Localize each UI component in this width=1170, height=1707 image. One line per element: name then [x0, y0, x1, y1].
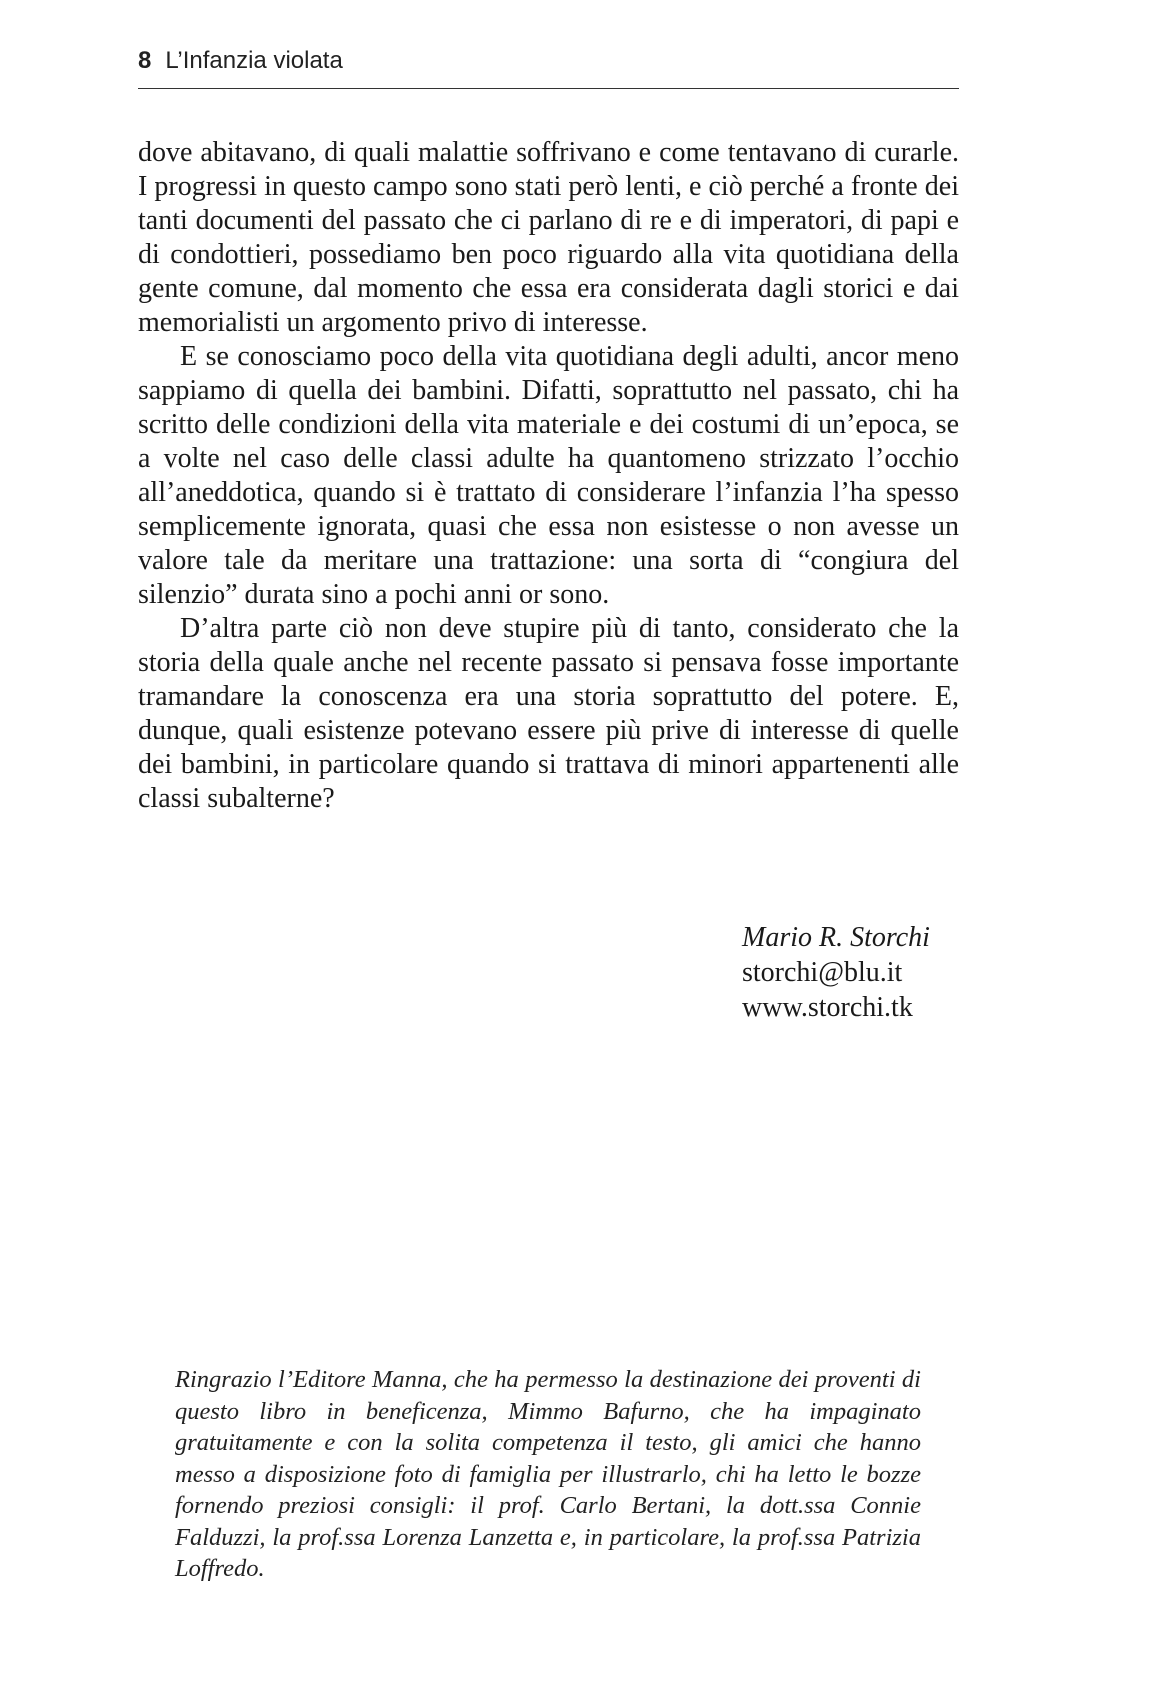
author-signature [742, 920, 930, 1025]
running-header [138, 44, 959, 89]
author-website: www.storchi.tk [742, 992, 913, 1023]
paragraph-1: dove abitavano, di quali malattie soffrivano e come tentavano di curarle. I progressi in questo campo sono stati però lenti, e ciò perché a fronte dei tanti documenti del passato che ci parlano di re e di imperatori, di papi e di condottieri, possediamo ben poco riguardo alla vita quotidiana della gente comune, dal momento che essa era considerata dagli storici e dai memorialisti un argomento privo di interesse. [138, 137, 959, 338]
acknowledgement-note [175, 1364, 921, 1585]
acknowledgement-text: Ringrazio l’Editore Manna, che ha permesso la destinazione dei proventi di questo libro in beneficenza, Mimmo Bafurno, che ha impaginato gratuitamente e con la solita competenza il testo, gli amici che hanno messo a disposizione foto di famiglia per illustrarlo, chi ha letto le bozze fornendo preziosi consigli: il prof. Carlo Bertani, la dott.ssa Connie Falduzzi, la prof.ssa Lorenza Lanzetta e, in particolare, la prof.ssa Patrizia Loffredo. [175, 1366, 921, 1582]
main-text [138, 136, 959, 816]
page-number: 8 [138, 47, 152, 74]
running-title: L’Infanzia violata [165, 47, 343, 74]
paragraph-3: D’altra parte ciò non deve stupire più di tanto, considerato che la storia della quale anche nel recente passato si pensava fosse importante tramandare la conoscenza era una storia soprattutto del potere. E, dunque, quali esistenze potevano essere più prive di interesse di quelle dei bambini, in particolare quando si trattava di minori appartenenti alle classi subalterne? [138, 613, 959, 814]
paragraph-2: E se conosciamo poco della vita quotidiana degli adulti, ancor meno sappiamo di quella dei bambini. Difatti, soprattutto nel passato, chi ha scritto delle condizioni della vita materiale e dei costumi di un’epoca, se a volte nel caso delle classi adulte ha quantomeno strizzato l’occhio all’aneddotica, quando si è trattato di considerare l’infanzia l’ha spesso semplicemente ignorata, quasi che essa non esistesse o non avesse un valore tale da meritare una trattazione: una sorta di “congiura del silenzio” durata sino a pochi anni or sono. [138, 341, 959, 610]
author-name: Mario R. Storchi [742, 922, 930, 953]
author-email: storchi@blu.it [742, 957, 903, 988]
